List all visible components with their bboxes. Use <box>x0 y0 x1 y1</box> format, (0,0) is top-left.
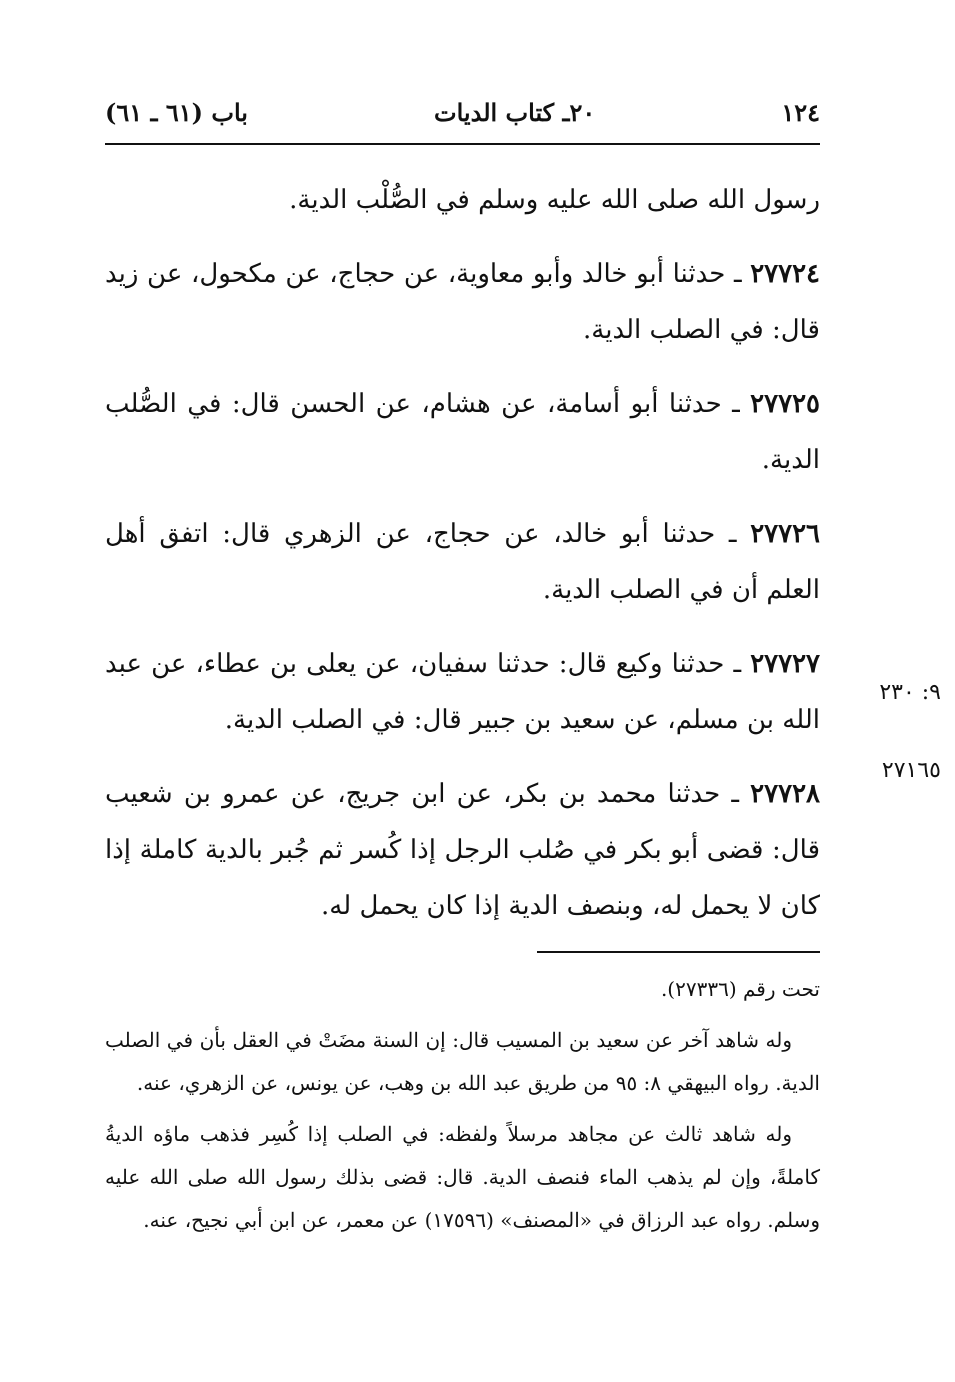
margin-reference: ٢٧١٦٥ <box>881 758 941 783</box>
footnote-divider <box>537 951 820 953</box>
hadith-text: ـ حدثنا أبو خالد، عن حجاج، عن الزهري قال: اتفق أهل العلم أن في الصلب الدية. <box>105 519 820 605</box>
hadith-number: ٢٧٧٢٥ <box>750 389 820 419</box>
intro-paragraph: رسول الله صلى الله عليه وسلم في الصُّلْب الدية. <box>289 185 820 215</box>
hadith-number: ٢٧٧٢٦ <box>750 519 821 549</box>
hadith-number: ٢٧٧٢٧ <box>750 649 821 679</box>
hadith-entry <box>105 766 820 934</box>
footnote-paragraph: وله شاهد آخر عن سعيد بن المسيب قال: إن السنة مضَتْ في العقل بأن في الصلب الدية. رواه البيهقي ٨: ٩٥ من طريق عبد الله بن وهب، عن يونس، عن الزهري، عنه. <box>105 1028 820 1095</box>
page-header <box>105 92 820 132</box>
hadith-entry <box>105 506 820 618</box>
hadith-entry <box>105 636 820 748</box>
hadith-entry <box>105 376 820 488</box>
header-divider <box>105 143 820 145</box>
page-number: ١٢٤ <box>781 97 820 127</box>
footnote-line: تحت رقم (٢٧٣٣٦). <box>660 977 820 1001</box>
footnotes <box>105 968 820 1250</box>
hadith-text: ـ حدثنا محمد بن بكر، عن ابن جريج، عن عمرو بن شعيب قال: قضى أبو بكر في صُلب الرجل إذا كُسر ثم جُبر بالدية كاملة إذا كان لا يحمل له، وبنصف الدية إذا كان يحمل له. <box>105 779 820 921</box>
margin-reference: ٩: ٢٣٠ <box>879 680 941 705</box>
hadith-text: ـ حدثنا وكيع قال: حدثنا سفيان، عن يعلى بن عطاء، عن عبد الله بن مسلم، عن سعيد بن جبير قال: في الصلب الدية. <box>105 649 820 735</box>
chapter-label: باب (٦١ ـ ٦١) <box>105 97 248 127</box>
footnote-paragraph: وله شاهد ثالث عن مجاهد مرسلاً ولفظه: في الصلب إذا كُسِر فذهب ماؤه الديةُ كاملةً، وإن لم يذهب الماء فنصف الدية. قال: قضى بذلك رسول الله صلى الله عليه وسلم. رواه عبد الرزاق في «المصنف» (١٧٥٩٦) عن معمر، عن ابن أبي نجيح، عنه. <box>105 1122 820 1232</box>
hadith-entry <box>105 246 820 358</box>
hadith-number: ٢٧٧٢٤ <box>750 259 821 289</box>
hadith-text: ـ حدثنا أبو خالد وأبو معاوية، عن حجاج، عن مكحول، عن زيد قال: في الصلب الدية. <box>105 259 820 345</box>
book-title: ٢٠ـ كتاب الديات <box>434 97 596 127</box>
hadith-number: ٢٧٧٢٨ <box>750 779 820 809</box>
hadith-text: ـ حدثنا أبو أسامة، عن هشام، عن الحسن قال: في الصُّلب الدية. <box>105 389 820 475</box>
main-text <box>105 172 820 952</box>
